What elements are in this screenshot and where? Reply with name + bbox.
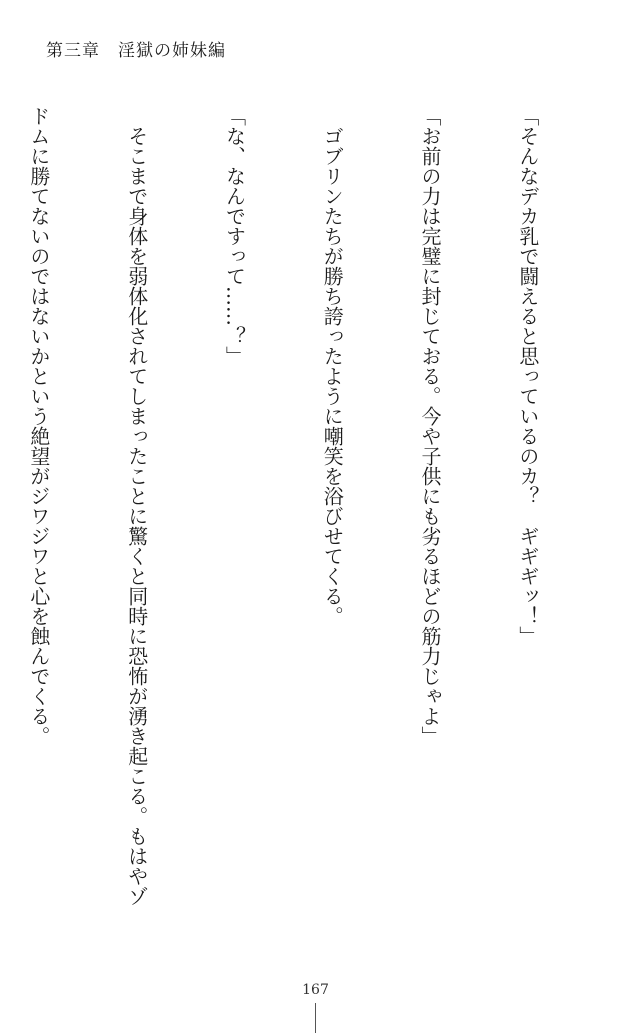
novel-body-text [0,106,609,926]
text-line: ゴブリンたちが勝ち誇ったように嘲笑を浴びせてくる。 [320,106,345,626]
text-line: ドムに勝てないのではないかという絶望がジワジワと心を蝕んでくる。 [26,106,51,746]
page-number-rule [315,1003,316,1033]
page-number: 167 [302,982,329,998]
text-line: 「お前の力は完璧に封じておる。今や子供にも劣るほどの筋力じゃよ」 [418,106,443,746]
text-line: 「な、なんですって……？」 [222,106,247,366]
running-header: 第三章 淫獄の姉妹編 [46,41,226,61]
text-line: そこまで身体を弱体化されてしまったことに驚くと同時に恐怖が湧き起こる。もはやゾ [124,106,149,906]
text-line: 「そんなデカ乳で闘えると思っているのカ？ ギギギッ！」 [515,106,540,646]
